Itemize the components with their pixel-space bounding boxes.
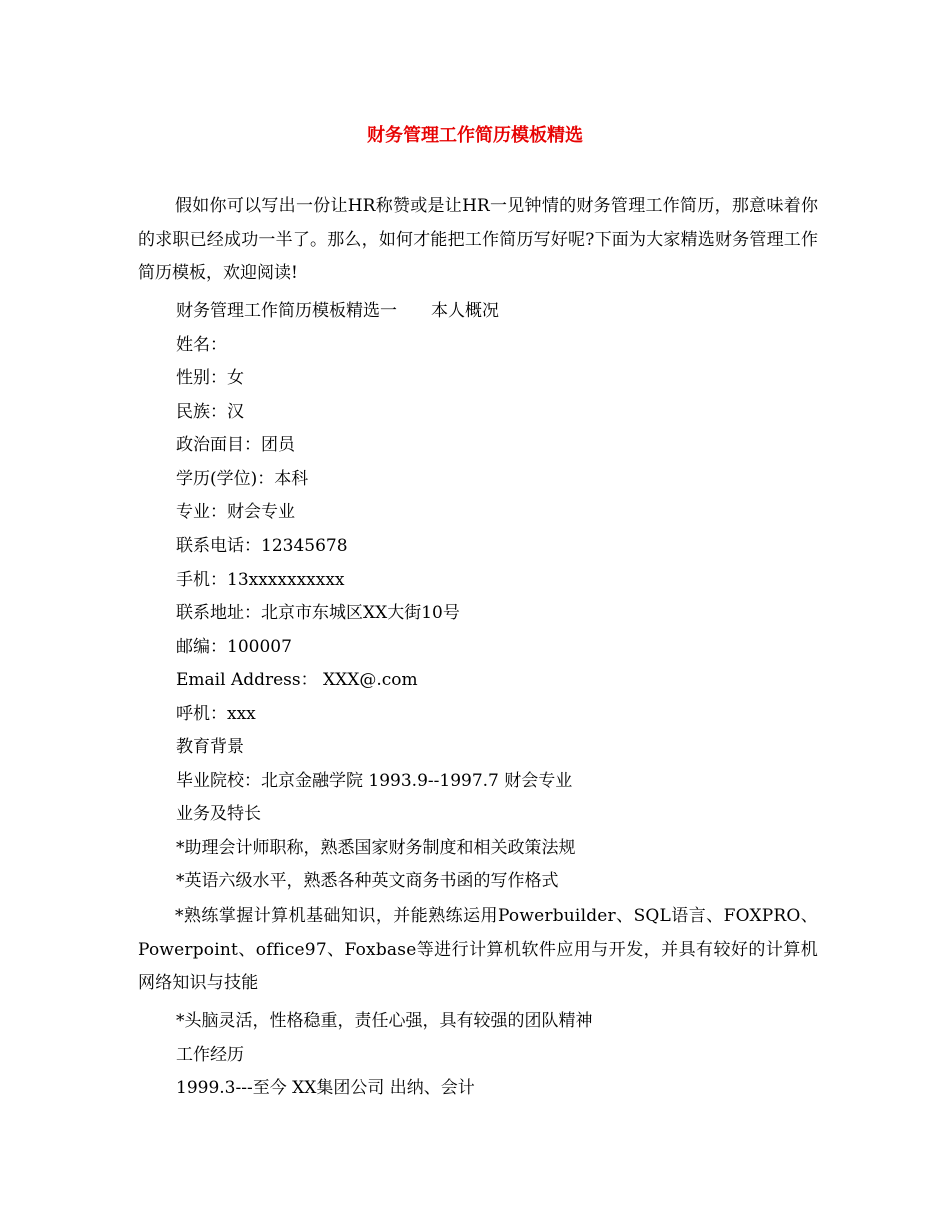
resume-section-heading: 财务管理工作简历模板精选一 本人概况	[176, 301, 499, 321]
mobile-field: 手机：13xxxxxxxxxx	[176, 570, 345, 590]
pager-field: 呼机：xxx	[176, 704, 256, 724]
address-field: 联系地址：北京市东城区XX大街10号	[176, 603, 460, 623]
document-title: 财务管理工作简历模板精选	[367, 125, 583, 146]
skill-item: *英语六级水平，熟悉各种英文商务书函的写作格式	[176, 871, 559, 891]
skill-item: *助理会计师职称，熟悉国家财务制度和相关政策法规	[176, 838, 576, 858]
skill-item-computer: *熟练掌握计算机基础知识，并能熟练运用Powerbuilder、SQL语言、FOXPRO、Powerpoint、office97、Foxbase等进行计算机软件应用与开发，并具有较好的计算机网络知识与技能	[138, 906, 818, 994]
name-field: 姓名：	[176, 335, 227, 355]
email-field: Email Address： XXX@.com	[176, 670, 418, 690]
gender-field: 性别：女	[176, 368, 244, 388]
education-degree-field: 学历(学位)：本科	[176, 469, 309, 489]
postcode-field: 邮编：100007	[176, 637, 292, 657]
school-field: 毕业院校：北京金融学院 1993.9--1997.7 财会专业	[176, 771, 573, 791]
skills-block	[138, 900, 818, 1001]
education-heading: 教育背景	[176, 737, 244, 757]
phone-field: 联系电话：12345678	[176, 536, 348, 556]
political-status-field: 政治面目：团员	[176, 435, 295, 455]
intro-paragraph: 假如你可以写出一份让HR称赞或是让HR一见钟情的财务管理工作简历，那意味着你的求职已经成功一半了。那么，如何才能把工作简历写好呢?下面为大家精选财务管理工作简历模板，欢迎阅读!	[138, 196, 818, 284]
ethnicity-field: 民族：汉	[176, 402, 244, 422]
work-history-heading: 工作经历	[176, 1045, 244, 1065]
skills-heading: 业务及特长	[176, 804, 261, 824]
intro-block	[138, 190, 818, 291]
skill-item: *头脑灵活，性格稳重，责任心强，具有较强的团队精神	[176, 1011, 593, 1031]
major-field: 专业：财会专业	[176, 502, 295, 522]
work-history-entry: 1999.3---至今 XX集团公司 出纳、会计	[176, 1078, 475, 1098]
